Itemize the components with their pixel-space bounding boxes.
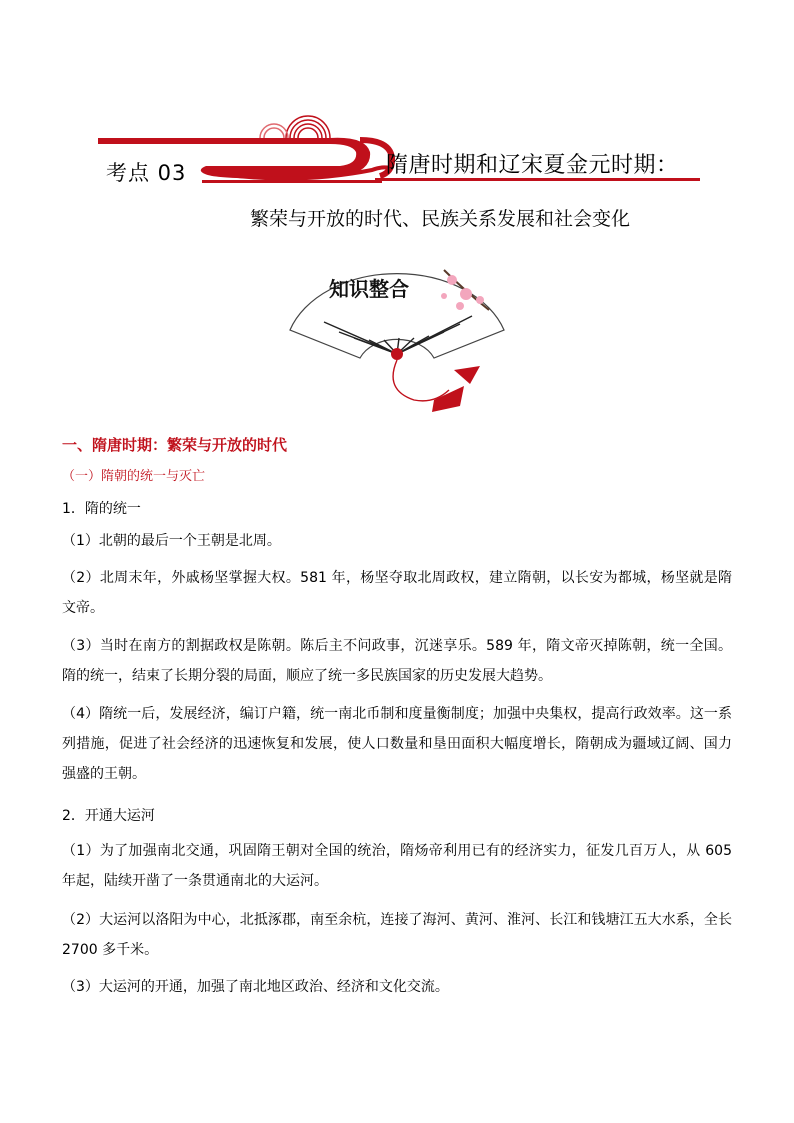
paragraph-heading-2: 2．开通大运河 [62,808,155,824]
paragraph: （3）当时在南方的割据政权是陈朝。陈后主不问政事，沉迷享乐。589 年，隋文帝灭掉陈朝，统一全国。隋的统一，结束了长期分裂的局面，顺应了统一多民族国家的历史发展大趋势。 [62,638,732,684]
paragraph: （1）北朝的最后一个王朝是北周。 [62,533,281,549]
page-title: 隋唐时期和辽宋夏金元时期： [386,153,679,178]
subsection-heading: （一）隋朝的统一与灭亡 [62,469,206,484]
calligraphy-logo-icon [329,277,409,301]
concentric-arcs-icon [260,116,330,138]
paragraph: （4）隋统一后，发展经济，编订户籍，统一南北币制和度量衡制度；加强中央集权，提高行政效率。这一系列措施，促进了社会经济的迅速恢复和发展，使人口数量和垦田面积大幅度增长，隋朝成为疆域辽阔、国力强盛的王朝。 [62,706,732,782]
paragraph: （1）为了加强南北交通，巩固隋王朝对全国的统治，隋炀帝利用已有的经济实力，征发几百万人，从 605 年起，陆续开凿了一条贯通南北的大运河。 [62,843,732,889]
svg-text:知识整合: 知识整合 [329,277,409,301]
knowledge-fan-illustration [284,250,510,418]
paragraph: （2）大运河以洛阳为中心，北抵涿郡，南至余杭，连接了海河、黄河、淮河、长江和钱塘江五大水系，全长 2700 多千米。 [62,912,732,958]
paragraph: （3）大运河的开通，加强了南北地区政治、经济和文化交流。 [62,979,449,995]
topic-number: 考点 03 [106,161,187,185]
paragraph-heading-1: 1．隋的统一 [62,501,141,517]
page-subtitle: 繁荣与开放的时代、民族关系发展和社会变化 [250,208,631,230]
paragraph: （2）北周末年，外戚杨坚掌握大权。581 年，杨坚夺取北周政权，建立隋朝，以长安为都城，杨坚就是隋文帝。 [62,570,732,616]
section-heading: 一、隋唐时期：繁荣与开放的时代 [62,436,288,454]
